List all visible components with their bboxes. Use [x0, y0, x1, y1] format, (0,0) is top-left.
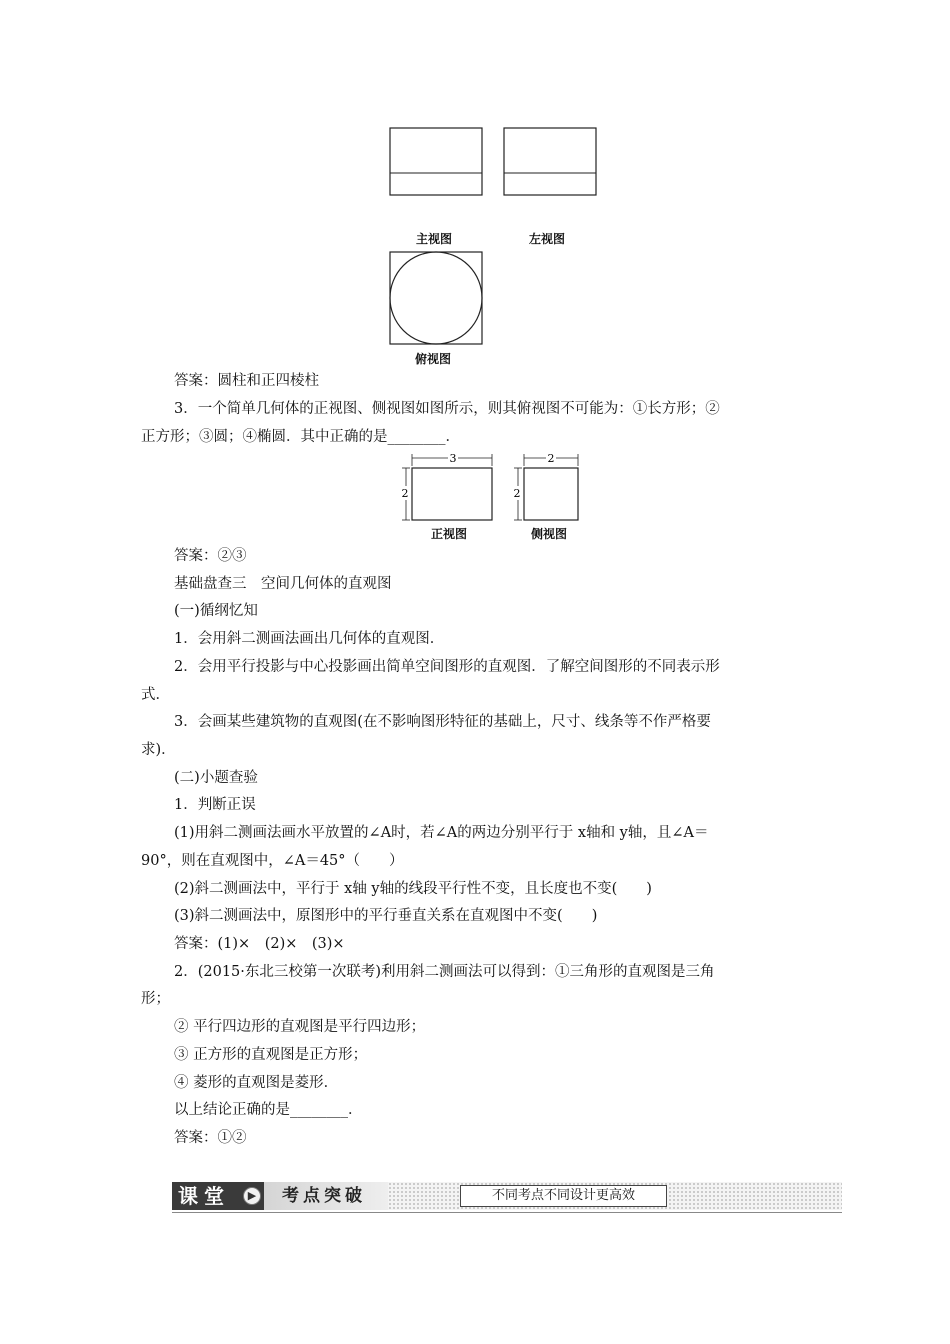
question-2-line-6: 以上结论正确的是________．	[174, 1102, 363, 1118]
item-2-line-1: 2．会用平行投影与中心投影画出简单空间图形的直观图．了解空间图形的不同表示形	[174, 659, 720, 675]
judge-title: 1．判断正误	[174, 797, 256, 813]
section-title: 基础盘查三 空间几何体的直观图	[174, 576, 392, 592]
front-view-caption-2: 正视图	[431, 527, 468, 541]
question-3-line-1: 3．一个简单几何体的正视图、侧视图如图所示，则其俯视图不可能为：①长方形；②	[174, 401, 720, 417]
judge-1-line-2: 90°，则在直观图中，∠A＝45°（ ）	[141, 853, 404, 869]
judge-2: (2)斜二测画法中，平行于 x轴 y轴的线段平行性不变，且长度也不变( )	[174, 881, 652, 897]
top-view-caption: 俯视图	[415, 352, 452, 366]
question-2-line-4: ③ 正方形的直观图是正方形；	[174, 1047, 368, 1063]
left-view-caption: 左视图	[529, 232, 566, 246]
question-3-line-2: 正方形；③圆；④椭圆．其中正确的是________．	[141, 429, 460, 445]
banner-subtitle-box: 不同考点不同设计更高效	[460, 1185, 667, 1207]
three-view-figure	[380, 120, 610, 360]
top-view-circle	[390, 252, 482, 344]
banner-class-label: 课堂	[172, 1182, 264, 1210]
answer-judge: 答案：(1)× (2)× (3)×	[174, 936, 345, 952]
answer-q2: 答案：①②	[174, 1130, 247, 1146]
item-1: 1．会用斜二测画法画出几何体的直观图．	[174, 631, 445, 647]
play-arrow-icon: ▶	[243, 1187, 261, 1205]
front-view-caption: 主视图	[416, 232, 453, 246]
banner-title: 考点突破	[264, 1182, 388, 1210]
side-height-label: 2	[513, 487, 521, 500]
banner-rule	[172, 1212, 842, 1213]
section-banner	[172, 1178, 842, 1214]
front-width-label: 3	[449, 452, 457, 465]
question-2-line-1: 2．(2015·东北三校第一次联考)利用斜二测画法可以得到：①三角形的直观图是三角	[174, 964, 715, 980]
answer-1: 答案：圆柱和正四棱柱	[174, 373, 319, 389]
judge-3: (3)斜二测画法中，原图形中的平行垂直关系在直观图中不变( )	[174, 908, 598, 924]
front-height-label: 2	[401, 487, 409, 500]
part-2-title: (二)小题查验	[174, 770, 258, 786]
front-view-rect-2	[412, 468, 492, 520]
item-3-line-2: 求)．	[141, 742, 176, 758]
item-2-line-2: 式．	[141, 687, 170, 703]
item-3-line-1: 3．会画某些建筑物的直观图(在不影响图形特征的基础上，尺寸、线条等不作严格要	[174, 714, 711, 730]
side-width-label: 2	[547, 452, 555, 465]
front-view-rect	[390, 128, 482, 195]
side-view-caption: 侧视图	[531, 527, 568, 541]
side-view-rect	[524, 468, 578, 520]
left-view-rect	[504, 128, 596, 195]
answer-3: 答案：②③	[174, 548, 247, 564]
question-2-line-5: ④ 菱形的直观图是菱形．	[174, 1075, 339, 1091]
judge-1-line-1: (1)用斜二测画法画水平放置的∠A时，若∠A的两边分别平行于 x轴和 y轴，且∠A＝	[174, 825, 709, 841]
question-2-line-2: 形；	[141, 991, 170, 1007]
question-2-line-3: ② 平行四边形的直观图是平行四边形；	[174, 1019, 426, 1035]
part-1-title: (一)循纲忆知	[174, 603, 258, 619]
